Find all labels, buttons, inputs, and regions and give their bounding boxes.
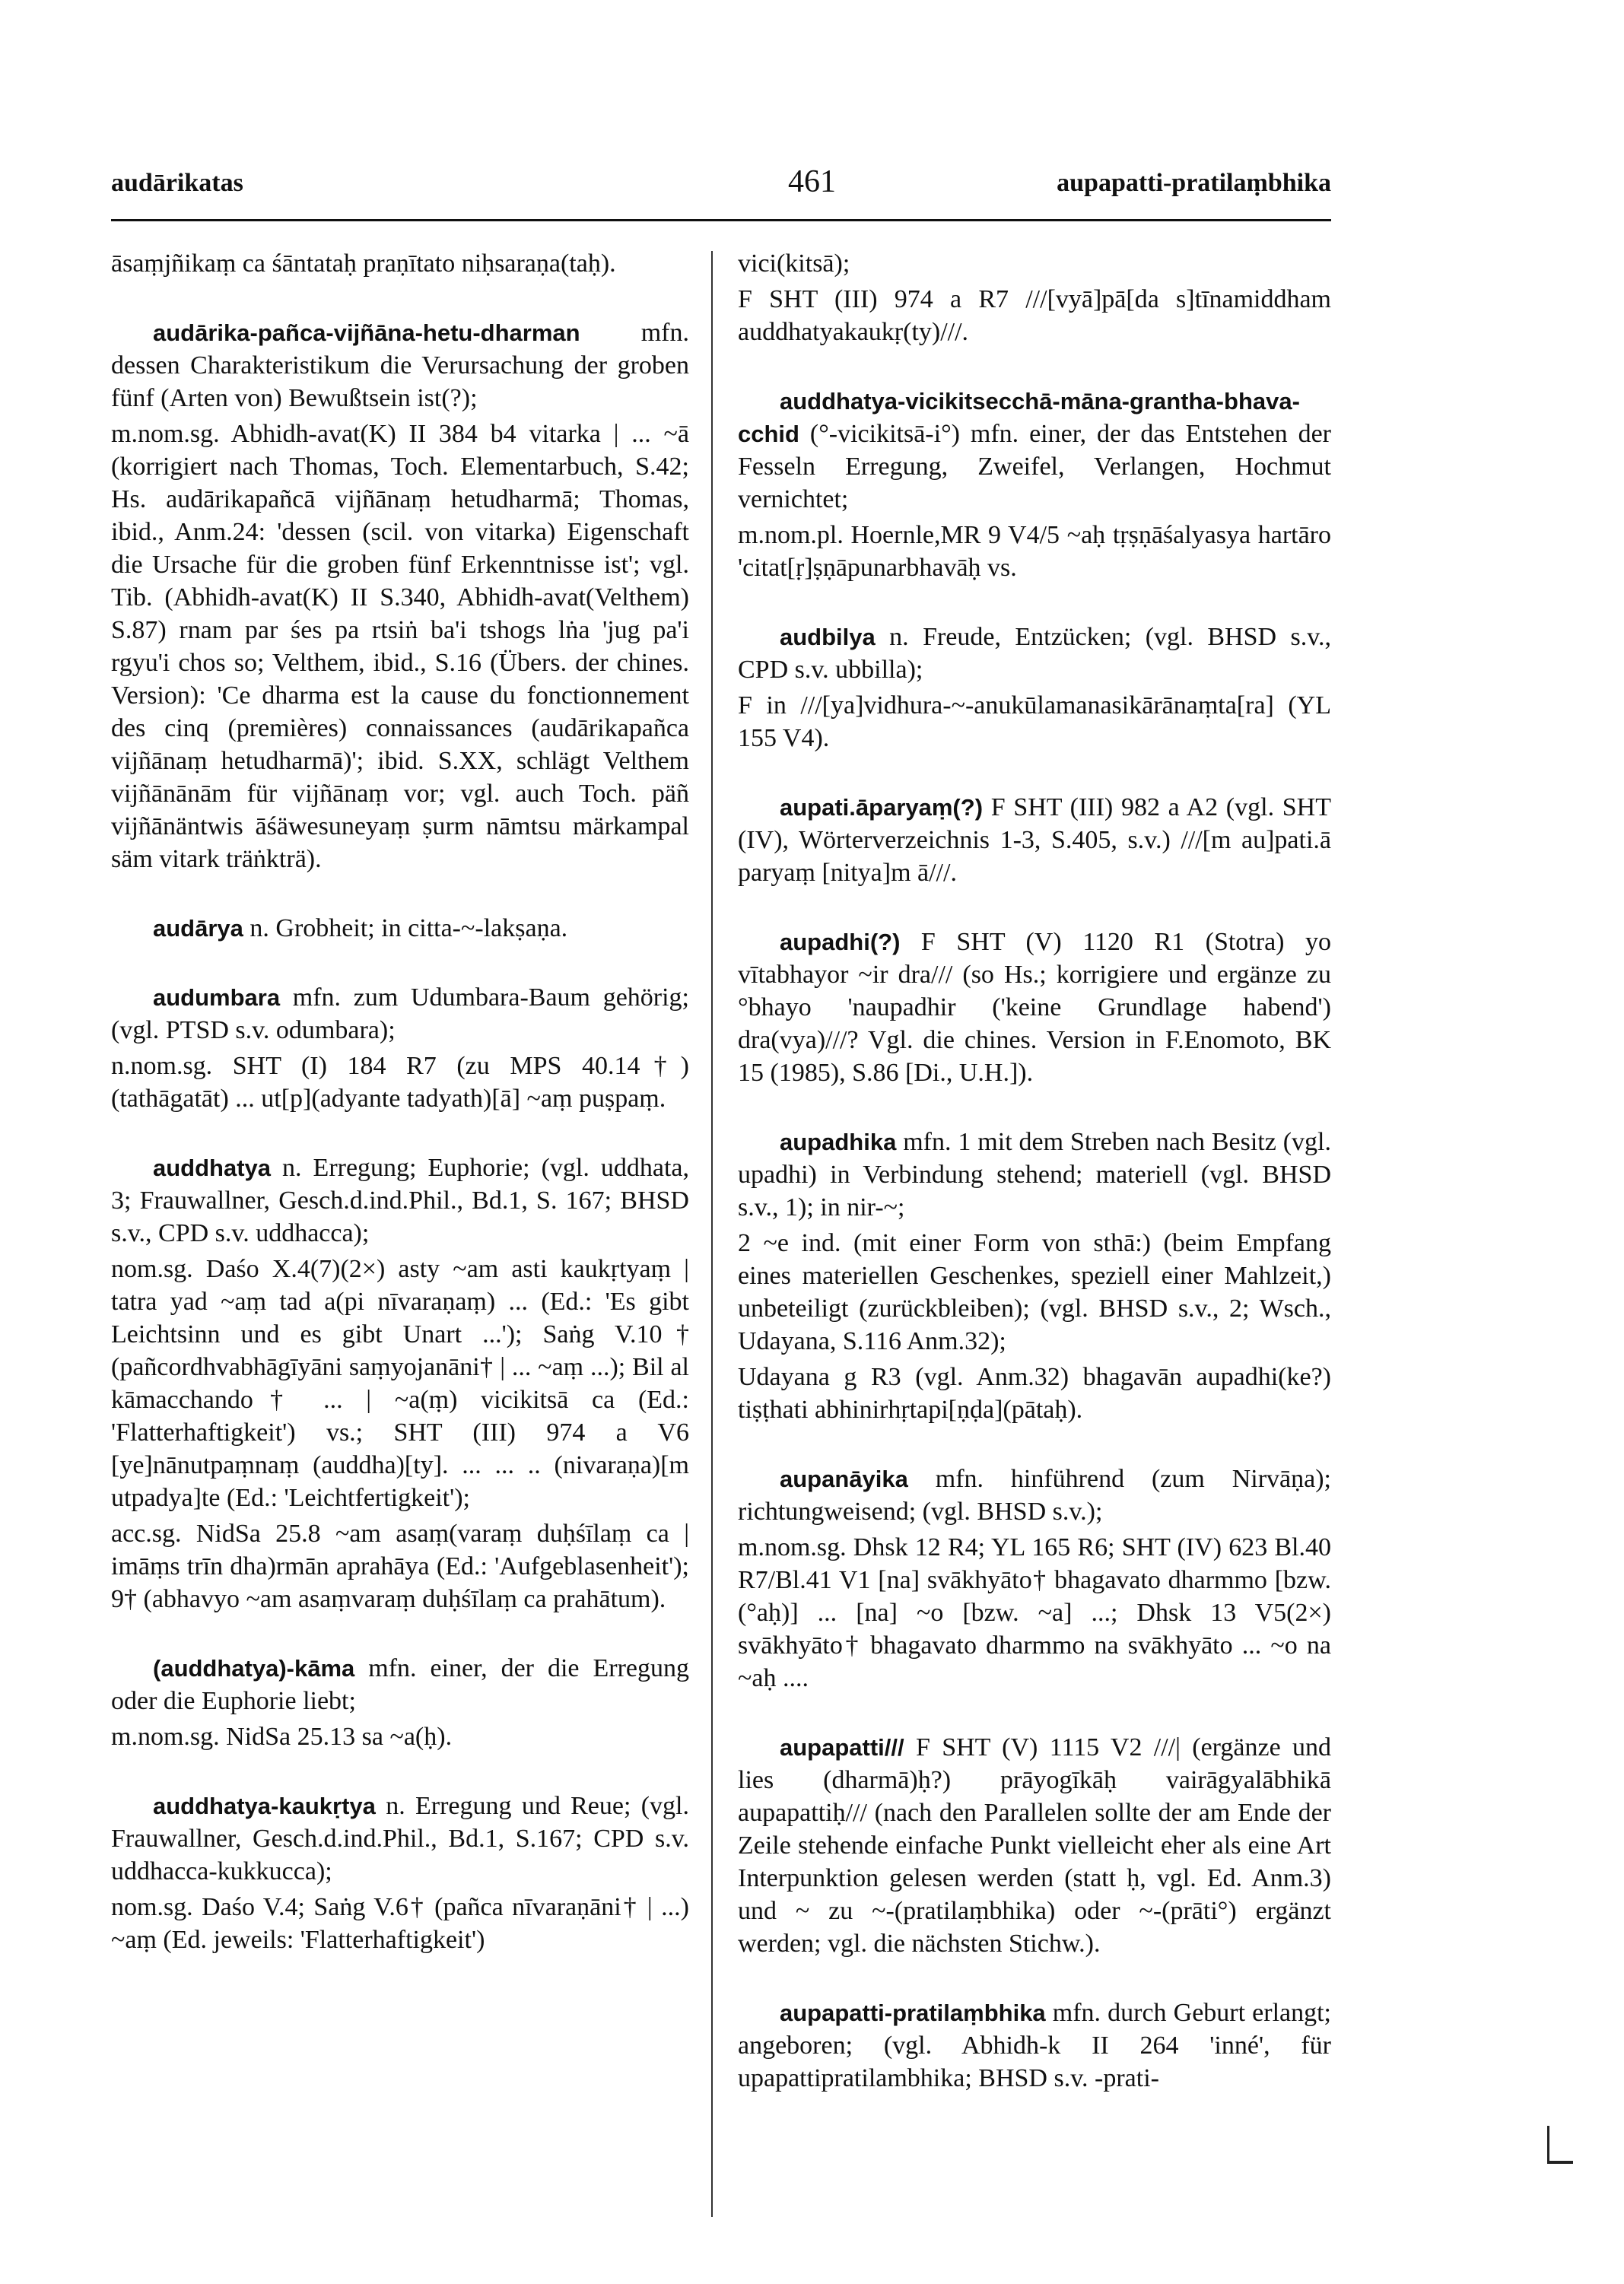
dictionary-entry [111,1790,689,1888]
column-divider [711,251,713,2217]
page-number: 461 [788,164,836,199]
entry-text: m.nom.sg. Abhidh-avat(K) II 384 b4 vitarka | ... ~ā (korrigiert nach Thomas, Toch. Elementarbuch, S.42; Hs. audārikapañcā vijñānaṃ hetudharmā; Thomas, ibid., Anm.24: 'dessen (scil. von vitarka) Eigenschaft die Ursache für die groben fünf Erkenntnisse ist'; vgl. Tib. (Abhidh-avat(K) II S.340, Abhidh-avat(Velthem) S.87) rnam par śes pa rtsiṅ ba'i tshogs lṅa 'jug pa'i rgyu'i chos so; Velthem, ibid., S.16 (Übers. der chines. Version): 'Ce dharma est la cause du fonctionnement des cinq (premières) connaissances (audārikapañca vijñānaṃ hetudharmā)'; ibid. S.XX, schlägt Velthem vijñānānām für vijñānaṃ vor; vgl. auch Toch. päñ vijñānäntwis āśäwesuneyaṃ ṣurm nāmtsu märkampal säm vitark träṅkträ). [111,420,689,873]
entry-citation [738,519,1331,584]
headword: aupadhika [780,1129,897,1155]
dictionary-entry [738,1731,1331,1960]
running-head-left: audārikatas [111,169,243,197]
right-column [738,247,1331,2095]
entry-text: n. Grobheit; in citta-~-lakṣaṇa. [243,914,568,942]
entry-continuation [738,247,1331,280]
entry-citation [738,689,1331,754]
entry-citation [111,1720,689,1753]
headword: auddhatya-kaukṛtya [153,1793,376,1819]
entry-citation [111,1891,689,1956]
entry-text: F SHT (V) 1120 R1 (Stotra) yo vītabhayor ~ir dra/// (so Hs.; korrigiere und ergänze zu °bhayo 'naupadhir ('keine Grundlage habend') dra(vya)///? Vgl. die chines. Version in F.Enomoto, BK 15 (1985), S.86 [Di., U.H.]). [738,928,1331,1087]
entry-text: F SHT (V) 1115 V2 ///| (ergänze und lies (dharmā)ḥ?) prāyogīkāḥ vairāgyalābhikā aupapattiḥ/// (nach den Parallelen sollte der am Ende der Zeile stehende einfache Punkt vielleicht eher als eine Art Interpunktion gelesen werden (statt ḥ, vgl. Ed. Anm.3) und ~ zu ~-(pratilaṃbhika) oder ~-(prāti°) ergänzt werden; vgl. die nächsten Stichw.). [738,1733,1331,1958]
entry-text: m.nom.pl. Hoernle,MR 9 V4/5 ~aḥ tṛṣṇāśalyasya hartāro 'citat[ṛ]ṣṇāpunarbhavāḥ vs. [738,521,1331,582]
entry-text: mfn. zum Udumbara-Baum gehörig; (vgl. PTSD s.v. odumbara); [111,983,689,1044]
headword: audumbara [153,984,281,1011]
entry-text: (°-vicikitsā-i°) mfn. einer, der das Entstehen der Fesseln Erregung, Zweifel, Verlangen, Hochmut vernichtet; [738,420,1331,513]
dictionary-entry [738,1997,1331,2095]
dictionary-entry [111,316,689,415]
entry-text: F SHT (III) 982 a A2 (vgl. SHT (IV), Wörterverzeichnis 1-3, S.405, s.v.) ///[m au]pati.ā paryaṃ [nitya]m ā///. [738,793,1331,887]
headword: auddhatya-vicikitsecchā-māna-grantha-bhava-cchid [738,388,1300,447]
entry-text: nom.sg. Daśo X.4(7)(2×) asty ~am asti kaukṛtyaṃ | tatra yad ~aṃ tad a(pi nīvaraṇaṃ) ... (Ed.: 'Es gibt Leichtsinn und es gibt Unart ...'); Saṅg V.10† (pañcordhvabhāgīyāni saṃyojanāni† | ... ~aṃ ...); Bil al kāmacchando† ... | ~a(ṃ) vicikitsā ca (Ed.: 'Flatterhaftigkeit') vs.; SHT (III) 974 a V6 [ye]nānutpaṃnaṃ (auddha)[ty]. ... ... .. (nivaraṇa)[m utpadya]te (Ed.: 'Leichtfertigkeit'); [111,1255,689,1512]
entry-continuation [111,247,689,280]
entry-text: n.nom.sg. SHT (I) 184 R7 (zu MPS 40.14†) (tathāgatāt) ... ut[p](adyante tadyath)[ā] ~aṃ puṣpaṃ. [111,1052,689,1113]
dictionary-entry [111,1652,689,1717]
headword: aupanāyika [780,1466,908,1492]
entry-text: mfn. hinführend (zum Nirvāṇa); richtungweisend; (vgl. BHSD s.v.); [738,1465,1331,1526]
entry-citation [111,1517,689,1615]
dictionary-entry [738,791,1331,889]
headword: (auddhatya)-kāma [153,1655,355,1682]
entry-text: n. Freude, Entzücken; (vgl. BHSD s.v., CPD s.v. ubbilla); [738,623,1331,684]
entry-citation [111,1253,689,1514]
entry-citation [111,418,689,875]
dictionary-entry [111,1152,689,1250]
dictionary-entry [738,1463,1331,1528]
dictionary-entry [738,1126,1331,1224]
headword: aupati.āparyaṃ(?) [780,794,984,821]
entry-text: 2 ~e ind. (mit einer Form von sthā:) (beim Empfang eines materiellen Geschenkes, speziell einer Mahlzeit,) unbeteiligt (zurückbleiben); (vgl. BHSD s.v., 2; Wsch., Udayana, S.116 Anm.32); [738,1229,1331,1355]
entry-citation [738,1531,1331,1695]
headword: audārya [153,915,243,942]
entry-text: acc.sg. NidSa 25.8 ~am asaṃ(varaṃ duḥśīlaṃ ca | imāṃs trīn dha)rmān aprahāya (Ed.: 'Aufgeblasenheit'); 9† (abhavyo ~am asaṃvaraṃ duḥśīlaṃ ca prahātum). [111,1520,689,1613]
entry-text: F SHT (III) 974 a R7 ///[vyā]pā[da s]tīnamiddham auddhatyakaukṛ(ty)///. [738,285,1331,346]
scan-mark [1544,2126,1575,2168]
dictionary-entry [111,981,689,1047]
dictionary-entry [111,912,689,945]
entry-text: n. Erregung und Reue; (vgl. Frauwallner, Gesch.d.ind.Phil., Bd.1, S.167; CPD s.v. uddhacca-kukkucca); [111,1792,689,1885]
entry-citation [738,1361,1331,1426]
headword: auddhatya [153,1155,272,1181]
entry-text: m.nom.sg. NidSa 25.13 sa ~a(ḥ). [111,1723,453,1751]
entry-text: Udayana g R3 (vgl. Anm.32) bhagavān aupadhi(ke?) tiṣṭhati abhinirhṛtapi[ṇḍa](pātaḥ). [738,1363,1331,1424]
headword: audārika-pañca-vijñāna-hetu-dharman [153,319,580,346]
entry-text: mfn. 1 mit dem Streben nach Besitz (vgl. upadhi) in Verbindung stehend; materiell (vgl. BHSD s.v., 1); in nir-~; [738,1128,1331,1221]
entry-text: mfn. dessen Charakteristikum die Verursachung der groben fünf (Arten von) Bewußtsein ist(?); [111,319,689,412]
entry-text: F in ///[ya]vidhura-~-anukūlamanasikārānaṃta[ra] (YL 155 V4). [738,691,1331,752]
left-column [111,247,689,1956]
entry-citation [111,1050,689,1115]
dictionary-entry [738,385,1331,516]
running-head-right: aupapatti-pratilaṃbhika [1057,169,1331,197]
dictionary-entry [738,621,1331,686]
dictionary-entry [738,926,1331,1089]
entry-text: nom.sg. Daśo V.4; Saṅg V.6† (pañca nīvaraṇāni† | ...) ~aṃ (Ed. jeweils: 'Flatterhaftigkeit') [111,1893,689,1954]
headword: audbilya [780,624,876,650]
entry-text: mfn. einer, der die Erregung oder die Euphorie liebt; [111,1654,689,1715]
header-rule [111,219,1331,221]
entry-text: āsaṃjñikaṃ ca śāntataḥ praṇītato niḥsaraṇa(taḥ). [111,249,616,278]
entry-text: vici(kitsā); [738,249,850,278]
entry-text: mfn. durch Geburt erlangt; angeboren; (vgl. Abhidh-k II 264 'inné', für upapattipratilambhika; BHSD s.v. -prati- [738,1999,1331,2092]
entry-text: m.nom.sg. Dhsk 12 R4; YL 165 R6; SHT (IV) 623 Bl.40 R7/Bl.41 V1 [na] svākhyāto† bhagavato dharmmo [bzw. (°aḥ)] ... [na] ~o [bzw. ~a] ...; Dhsk 13 V5(2×) svākhyāto† bhagavato dharmmo na svākhyāto ... ~o na ~aḥ .... [738,1533,1331,1692]
headword: aupapatti-pratilaṃbhika [780,2000,1046,2026]
entry-text: n. Erregung; Euphorie; (vgl. uddhata, 3; Frauwallner, Gesch.d.ind.Phil., Bd.1, S. 167; BHSD s.v., CPD s.v. uddhacca); [111,1154,689,1247]
headword: aupadhi(?) [780,929,901,955]
entry-citation [738,283,1331,348]
entry-citation [738,1227,1331,1358]
headword: aupapatti/// [780,1734,904,1761]
